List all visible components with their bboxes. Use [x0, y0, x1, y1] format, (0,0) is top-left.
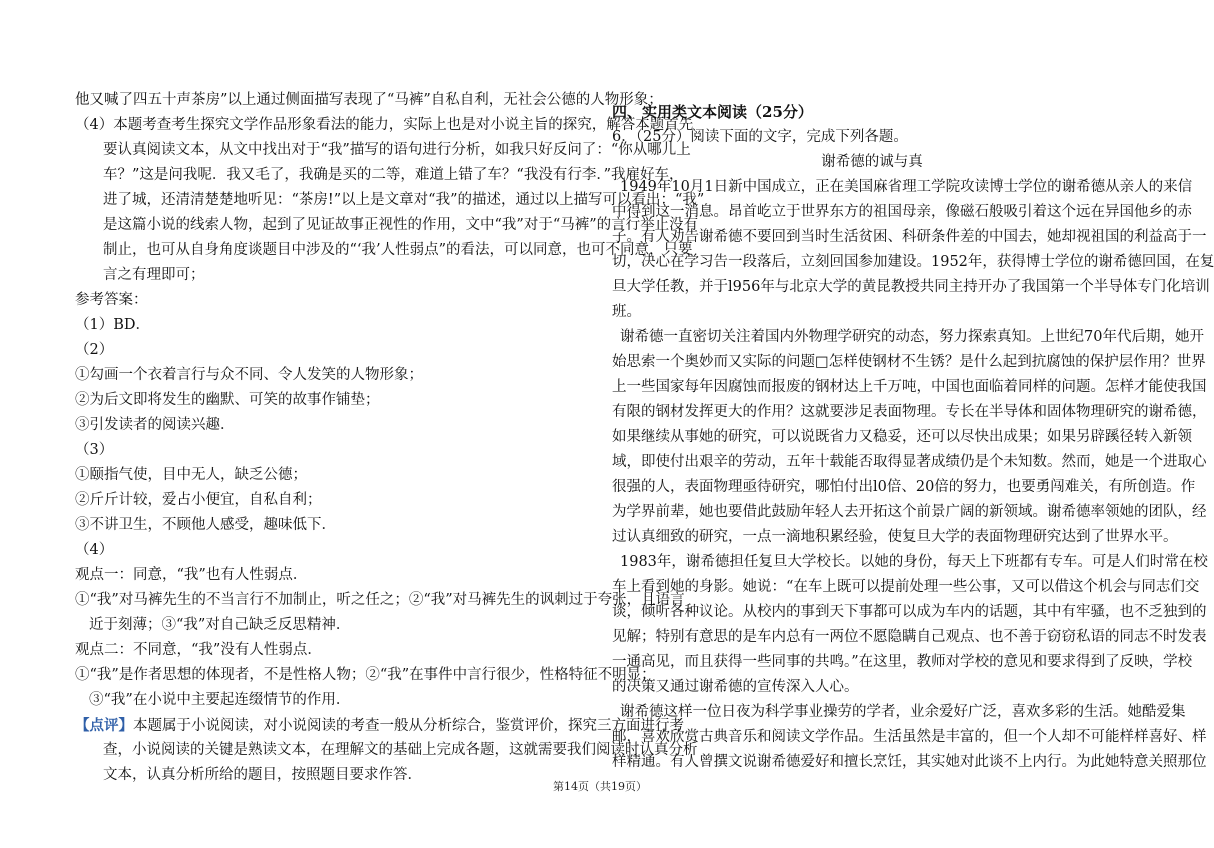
- viewpoint-two: 观点二：不同意，“我”没有人性弱点．: [75, 642, 322, 658]
- paragraph-line: 谢希德一直密切关注着国内外物理学研究的动态，努力探索真知。上世纪70年代后期，她开: [620, 329, 1204, 345]
- answer-part-4: （4）: [75, 542, 114, 558]
- paragraph-line: 切，决心在学习告一段落后，立刻回国参加建设。1952年，获得博士学位的谢希德回国，在复: [612, 254, 1214, 270]
- answer-item: ①“我”是作者思想的体现者，不是性格人物；②“我”在事件中言行很少，性格特征不明显；: [75, 667, 656, 683]
- answer-part-3: （3）: [75, 442, 114, 458]
- comment-line: 文本，认真分析所给的题目，按照题目要求作答．: [103, 767, 422, 783]
- paragraph-line: 的决策又通过谢希德的宣传深入人心。: [612, 679, 859, 695]
- paragraph-line: 始思索一个奥妙而又实际的问题□怎样使钢材不生锈？是什么起到抗腐蚀的保护层作用？世界: [612, 354, 1206, 370]
- paragraph-line: 样精通。有人曾撰文说谢希德爱好和擅长烹饪，其实她对此谈不上内行。为此她特意关照那位: [612, 754, 1207, 770]
- paragraph-line: 子。有人劝告谢希德不要回到当时生活贫困、科研条件差的中国去，她却视祖国的利益高于一: [612, 229, 1207, 245]
- answer-item: ③引发读者的阅读兴趣．: [75, 417, 235, 433]
- paragraph-line: 邮，喜欢欣赏古典音乐和阅读文学作品。生活虽然是丰富的，但一个人却不可能样样喜好、样: [612, 729, 1207, 745]
- paragraph-line: 有限的钢材发挥更大的作用？这就要涉足表面物理。专长在半导体和固体物理研究的谢希德，: [612, 404, 1207, 420]
- answer-item: ②为后文即将发生的幽默、可笑的故事作铺垫；: [75, 392, 380, 408]
- text-line: 车？”这是问我呢．我又毛了，我确是买的二等，难道上错了车？“我没有行李．”我雇好车，: [103, 167, 684, 183]
- comment-line: 查，小说阅读的关键是熟读文本，在理解文的基础上完成各题，这就需要我们阅读时认真分析: [103, 742, 698, 758]
- answer-item: ②斤斤计较，爱占小便宜，自私自利；: [75, 492, 322, 508]
- paragraph-line: 一通高见，而且获得一些同事的共鸣。”在这里，教师对学校的意见和要求得到了反映，学校: [612, 654, 1193, 670]
- answer-item: 近于刻薄；③“我”对自己缺乏反思精神．: [89, 617, 351, 633]
- paragraph-line: 上一些国家每年因腐蚀而报废的钢材达上千万吨，中国也面临着同样的问题。怎样才能使我国: [612, 379, 1207, 395]
- comment-line: [75, 713, 684, 738]
- answer-heading: 参考答案：: [75, 292, 148, 308]
- question-line: 6．（25分）阅读下面的文字，完成下列各题。: [612, 129, 908, 145]
- paragraph-line: 见解；特别有意思的是车内总有一两位不愿隐瞒自己观点、也不善于窃窃私语的同志不时发表: [612, 629, 1207, 645]
- text-line: 是这篇小说的线索人物，起到了见证故事正视性的作用，文中“我”对于“马裤”的言行举止没有: [103, 217, 699, 233]
- paragraph-line: 旦大学任教，并于l956年与北京大学的黄昆教授共同主持开办了我国第一个半导体专门化培训: [612, 279, 1210, 295]
- paragraph-line: 中得到这一消息。昂首屹立于世界东方的祖国母亲，像磁石般吸引着这个远在异国他乡的赤: [612, 204, 1192, 220]
- text-line: （4）本题考查考生探究文学作品形象看法的能力，实际上也是对小说主旨的探究，解答本题首先: [75, 117, 694, 133]
- paragraph-line: 过认真细致的研究，一点一滴地积累经验，使复旦大学的表面物理研究达到了世界水平。: [612, 529, 1178, 545]
- answer-item: ①“我”对马裤先生的不当言行不加制止，听之任之；②“我”对马裤先生的讽刺过于夸张，且语言: [75, 592, 685, 608]
- answer-item: ③不讲卫生，不顾他人感受，趣味低下．: [75, 517, 336, 533]
- text-line: 他又喊了四五十声茶房”以上通过侧面描写表现了“马裤”自私自利，无社会公德的人物形象；: [75, 92, 663, 108]
- comment-label: 【点评】: [75, 717, 133, 734]
- page-number-footer: 第14页（共19页）: [553, 780, 647, 793]
- right-column: [612, 88, 1214, 775]
- paragraph-line: 为学界前辈，她也要借此鼓励年轻人去开拓这个前景广阔的新领域。谢希德率领她的团队，经: [612, 504, 1207, 520]
- paragraph-line: 谈，倾听各种议论。从校内的事到天下事都可以成为车内的话题，其中有牢骚，也不乏独到的: [612, 604, 1207, 620]
- answer-item: ③“我”在小说中主要起连缀情节的作用．: [89, 692, 351, 708]
- section-title: 四、实用类文本阅读（25分）: [612, 103, 813, 121]
- paragraph-line: 班。: [612, 304, 641, 320]
- comment-text: 本题属于小说阅读，对小说阅读的考查一般从分析综合，鉴赏评价，探究三方面进行考: [133, 718, 684, 734]
- text-line: 要认真阅读文本，从文中找出对于“我”描写的语句进行分析，如我只好反问了：“你从哪儿上: [103, 142, 691, 158]
- paragraph-line: 很强的人，表面物理亟待研究，哪怕付出l0倍、20倍的努力，也要勇闯难关，有所创造。作: [612, 479, 1196, 495]
- paragraph-line: 1949年10月1日新中国成立，正在美国麻省理工学院攻读博士学位的谢希德从亲人的来信: [620, 179, 1193, 195]
- paragraph-line: 车上看到她的身影。她说：“在车上既可以提前处理一些公事，又可以借这个机会与同志们交: [612, 579, 1200, 595]
- answer-item: ①勾画一个衣着言行与众不同、令人发笑的人物形象；: [75, 367, 423, 383]
- paragraph-line: 1983年，谢希德担任复旦大学校长。以她的身份，每天上下班都有专车。可是人们时常在校: [620, 554, 1208, 570]
- answer-part-2: （2）: [75, 342, 114, 358]
- answer-part-1: （1）BD．: [75, 317, 151, 333]
- answer-item: ①颐指气使，目中无人，缺乏公德；: [75, 467, 307, 483]
- viewpoint-one: 观点一：同意，“我”也有人性弱点．: [75, 567, 308, 583]
- paragraph-line: 如果继续从事她的研究，可以说既省力又稳妥，还可以尽快出成果；如果另辟蹊径转入新领: [612, 429, 1192, 445]
- text-line: 进了城，还清清楚楚地听见：“茶房!”以上是文章对“我”的描述，通过以上描写可以看出：“我”: [103, 192, 705, 208]
- paragraph-line: 谢希德这样一位日夜为科学事业操劳的学者，业余爱好广泛，喜欢多彩的生活。她酷爱集: [620, 704, 1186, 720]
- article-title: 谢希德的诚与真: [821, 154, 923, 170]
- paragraph-line: 域，即使付出艰辛的劳动，五年十载能否取得显著成绩仍是个未知数。然而，她是一个进取心: [612, 454, 1207, 470]
- text-line: 言之有理即可；: [103, 267, 205, 283]
- text-line: 制止，也可从自身角度谈题目中涉及的“‘我’人性弱点”的看法，可以同意，也可不同意，只要: [103, 242, 693, 258]
